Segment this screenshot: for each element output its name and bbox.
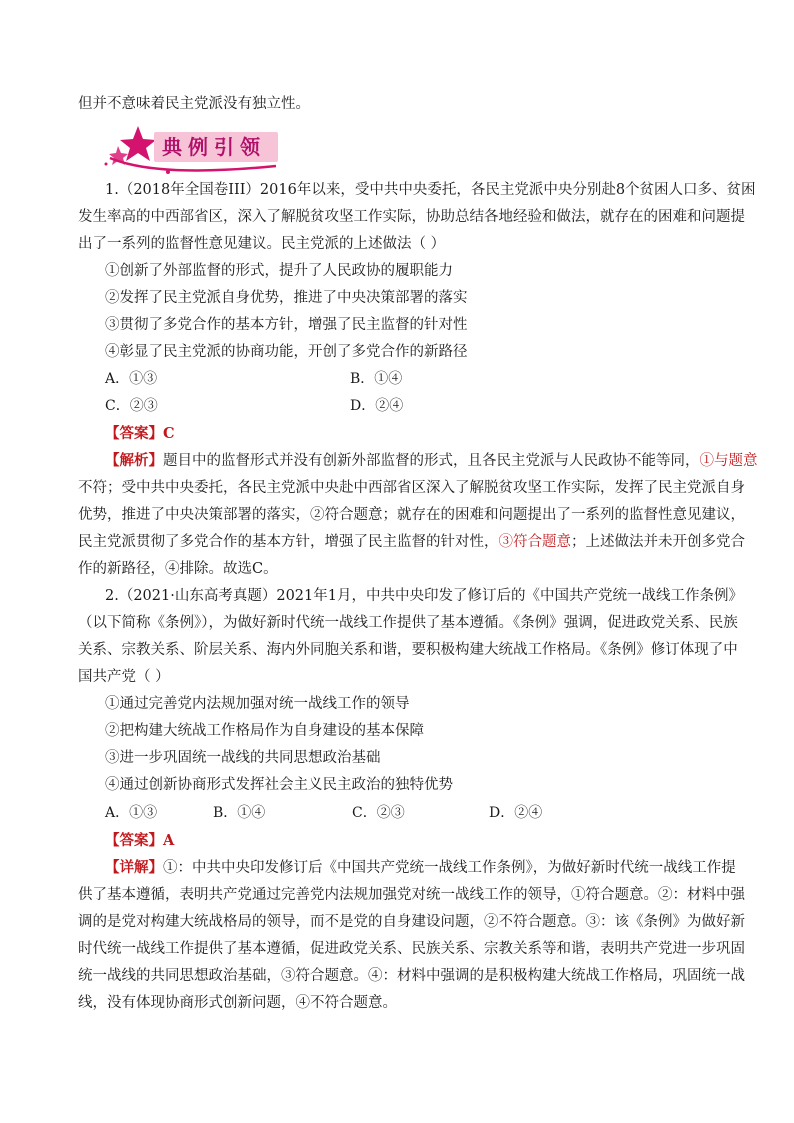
q1-analysis-line-1 [105, 451, 758, 471]
q1-stem-line-2: 发生率高的中西部省区，深入了解脱贫攻坚工作实际，协助总结各地经验和做法，就存在的困难和问题提 [78, 209, 745, 225]
analysis-highlight: ③符合题意 [498, 534, 571, 550]
q2-answer [105, 831, 751, 851]
q1-statement-4: ④彰显了民主党派的协商功能，开创了多党合作的新路径 [105, 344, 468, 360]
q1-option-c: C．②③ [105, 398, 158, 414]
q1-analysis-line-4 [78, 532, 745, 552]
section-banner [98, 122, 288, 178]
q2-detail-line-2: 供了基本遵循，表明共产党通过完善党内法规加强党对统一战线工作的领导，①符合题意。②：材料中强 [78, 887, 745, 903]
q2-detail-line-5: 统一战线的共同思想政治基础，③符合题意。④：材料中强调的是积极构建大统战工作格局，巩固统一战 [78, 968, 745, 984]
q2-detail-line-3: 调的是党对构建大统战格局的领导，而不是党的自身建设问题，②不符合题意。③：该《条例》为做好新 [78, 914, 745, 930]
q1-stem-line-3: 出了一系列的监督性意见建议。民主党派的上述做法（ ） [78, 236, 446, 252]
section-title: 典例引领 [162, 135, 266, 159]
q2-statement-4: ④通过创新协商形式发挥社会主义民主政治的独特优势 [105, 777, 453, 793]
analysis-text: 民主党派贯彻了多党合作的基本方针，增强了民主监督的针对性， [78, 534, 499, 550]
detail-text: ①：中共中央印发修订后《中国共产党统一战线工作条例》，为做好新时代统一战线工作提 [163, 860, 736, 876]
analysis-text: ；上述做法并未开创多党合 [571, 534, 745, 550]
q2-stem-line-1: 2.（2021·山东高考真题）2021年1月，中共中央印发了修订后的《中国共产党统一战线工作条例》 [105, 588, 743, 604]
intro-line: 但并不意味着民主党派没有独立性。 [78, 96, 310, 112]
q2-detail-line-1 [105, 858, 736, 878]
q1-option-b: B．①④ [350, 371, 403, 387]
q1-statement-2: ②发挥了民主党派自身优势，推进了中央决策部署的落实 [105, 290, 468, 306]
q1-stem-line-1: 1.（2018年全国卷III）2016年以来，受中共中央委托，各民主党派中央分别赴8个贫困人口多、贫困 [105, 182, 756, 198]
q1-analysis-line-3: 优势，推进了中央决策部署的落实，②符合题意；就存在的困难和问题提出了一系列的监督性意见建议， [78, 507, 745, 523]
q2-option-c: C．②③ [352, 805, 405, 821]
analysis-text: 题目中的监督形式并没有创新外部监督的形式，且各民主党派与人民政协不能等同， [163, 453, 700, 469]
q2-statement-2: ②把构建大统战工作格局作为自身建设的基本保障 [105, 723, 424, 739]
answer-tag: 【答案】 [105, 832, 163, 849]
q1-statement-3: ③贯彻了多党合作的基本方针，增强了民主监督的针对性 [105, 317, 468, 333]
q2-stem-line-2: （以下简称《条例》），为做好新时代统一战线工作提供了基本遵循。《条例》强调，促进政党关系、民族 [78, 615, 738, 631]
answer-value: A [163, 832, 175, 849]
q1-statement-1: ①创新了外部监督的形式，提升了人民政协的履职能力 [105, 263, 453, 279]
answer-tag: 【答案】 [105, 425, 163, 442]
q1-analysis-line-5: 作的新路径，④排除。故选C。 [78, 561, 278, 577]
analysis-tag: 【解析】 [105, 452, 163, 469]
q2-option-b: B．①④ [213, 805, 266, 821]
q2-statement-1: ①通过完善党内法规加强对统一战线工作的领导 [105, 696, 410, 712]
q2-stem-line-4: 国共产党（ ） [78, 669, 170, 685]
q2-statement-3: ③进一步巩固统一战线的共同思想政治基础 [105, 750, 381, 766]
q2-option-a: A．①③ [105, 805, 158, 821]
q1-option-d: D．②④ [350, 398, 404, 414]
q2-detail-line-4: 时代统一战线工作提供了基本遵循，促进政党关系、民族关系、宗教关系等和谐，表明共产党进一步巩固 [78, 941, 745, 957]
detail-tag: 【详解】 [105, 859, 163, 876]
analysis-highlight: ①与题意 [699, 453, 758, 469]
answer-value: C [163, 425, 175, 442]
q1-analysis-line-2: 不符；受中共中央委托，各民主党派中央赴中西部省区深入了解脱贫攻坚工作实际，发挥了民主党派自身 [78, 480, 745, 496]
q1-answer [105, 424, 751, 444]
q1-option-a: A．①③ [105, 371, 158, 387]
q2-option-d: D．②④ [489, 805, 543, 821]
q2-detail-line-6: 线，没有体现协商形式创新问题，④不符合题意。 [78, 995, 397, 1011]
q2-stem-line-3: 关系、宗教关系、阶层关系、海内外同胞关系和谐，要积极构建大统战工作格局。《条例》修订体现了中 [78, 642, 738, 658]
